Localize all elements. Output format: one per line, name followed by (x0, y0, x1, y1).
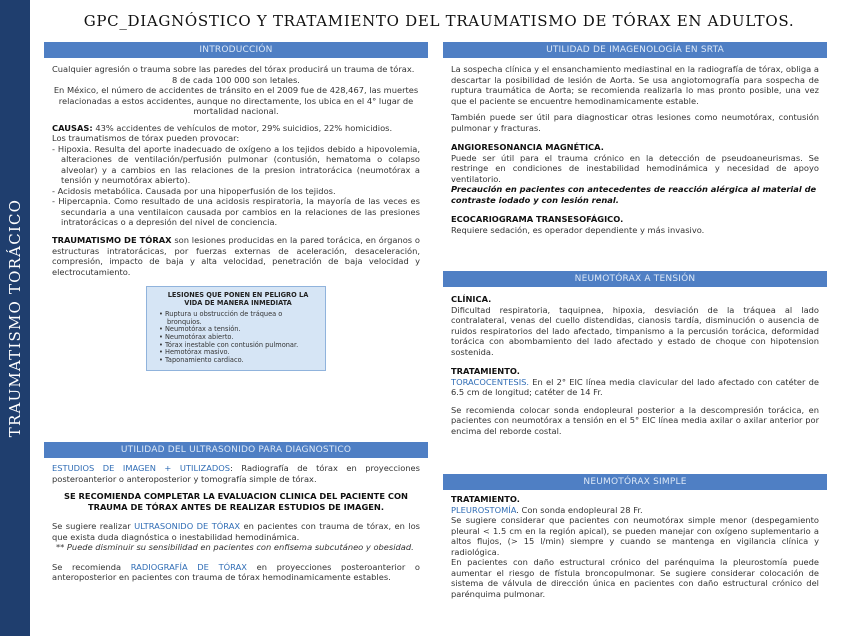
eco-title: ECOCARIOGRAMA TRANSESOFÁGICO. (451, 214, 624, 225)
left-column (44, 42, 428, 583)
ns-p3: En pacientes con daño estructural crónico del parénquima la pleurostomía puede aumentar el riesgo de fístula broncopulmonar. Se sugiere considerar colocación de sistema de válvula de dirección única en pacientes con daño estructural crónico del parénquima pulmonar. (451, 557, 819, 599)
trauma-text: son lesiones producidas en la pared torácica, en órganos o estructuras intratorácicas, por fuerzas externas de aceleración, desaceleración, compresión, impacto de baja y alta velocidad, penetración de baja velocidad y electrocutamiento. (52, 234, 420, 277)
nt-trat-title: TRATAMIENTO. (451, 366, 520, 377)
lesiones-item: • Taponamiento cardiaco. (159, 355, 244, 364)
right-column (443, 42, 827, 599)
nt-clinica-title: CLÍNICA. (451, 294, 492, 304)
us-p4-blue: RADIOGRAFÍA DE TÓRAX (130, 561, 247, 572)
angio-title: ANGIORESONANCIA MAGNÉTICA. (451, 142, 604, 153)
page-title: GPC_DIAGNÓSTICO Y TRATAMIENTO DEL TRAUMATISMO DE TÓRAX EN ADULTOS. (83, 12, 795, 30)
img-p2: También puede ser útil para diagnosticar otras lesiones como neumotórax, contusión pulmonar y fracturas. (451, 112, 819, 133)
us-note: ** Puede disminuir su sensibilidad en pacientes con enfisema subcutáneo y obesidad. (56, 542, 414, 553)
lesiones-title: LESIONES QUE PONEN EN PELIGRO LA VIDA DE MANERA INMEDIATA (167, 291, 309, 307)
intro-list-item: - Hipoxia. Resulta del aporte inadecuado de oxígeno a los tejidos debido a hipovolemia, alteraciones de ventilación/perfusión pulmonar (contusión, hematoma o colapso alveolar) y a cambios en las relaciones de la presion intratorácica (neumotórax a tensión y neumotórax abierto). (52, 143, 420, 186)
intro-list-item: - Acidosis metabólica. Causada por una hipoperfusión de los tejidos. (52, 185, 336, 196)
lesiones-item: • Tórax inestable con contusión pulmonar. (159, 340, 299, 349)
lesiones-item: • Ruptura u obstrucción de tráquea o bronquios. (159, 310, 283, 326)
us-recom: SE RECOMIENDA COMPLETAR LA EVALUACION CLINICA DEL PACIENTE CON TRAUMA DE TÓRAX ANTES DE REALIZAR ESTUDIOS DE IMAGEN. (64, 491, 408, 512)
intro-header: INTRODUCCIÓN (44, 42, 428, 58)
lesiones-item: • Neumotórax a tensión. (159, 325, 241, 334)
lesiones-item: • Neumotórax abierto. (159, 332, 234, 341)
us-header: UTILIDAD DEL ULTRASONIDO PARA DIAGNOSTICO (44, 442, 428, 458)
nt-trat-p2: Se recomienda colocar sonda endopleural posterior a la descompresión torácica, en pacientes con neumotórax a tensión en el 5° EIC línea media axilar o axilar anterior por encima del reborde costal. (451, 404, 819, 436)
ns-header: NEUMOTÓRAX SIMPLE (443, 474, 827, 490)
eco-text: Requiere sedación, es operador dependiente y más invasivo. (451, 224, 705, 235)
img-header: UTILIDAD DE IMAGENOLOGÍA EN SRTA (443, 42, 827, 58)
trauma-label: TRAUMATISMO DE TÓRAX (52, 234, 172, 245)
causas-label: CAUSAS: (52, 122, 93, 133)
nt-trat-p1: TORACOCENTESIS. En el 2° EIC línea media clavicular del lado afectado con catéter de 6.5 cm de longitud; catéter de 14 Fr. (451, 376, 819, 398)
side-banner (0, 0, 30, 636)
lesiones-item: • Hemotórax masivo. (159, 348, 230, 357)
toracocentesis-label: TORACOCENTESIS. (451, 376, 530, 387)
us-p3-blue: ULTRASONIDO DE TÓRAX (134, 521, 241, 532)
us-p3: Se sugiere realizar ULTRASONIDO DE TÓRAX en pacientes con trauma de tórax, en los que exista duda diagnóstica o inestabilidad hemodinámica. (52, 521, 420, 542)
ns-pleuro: PLEUROSTOMÍA. Con sonda endopleural 28 Fr. (451, 504, 643, 515)
ns-p2: Se sugiere considerar que pacientes con neumotórax simple menor (despegamiento pleural < 1.5 cm en la región apical), se pueden manejar con oxígeno suplementario a altos flujos, (> 15 l/min) siempre y cuando se mantenga en vigilancia clínica y radiológica. (451, 515, 819, 557)
intro-p3: En México, el número de accidentes de tránsito en el 2009 fue de 428,467, las muertes relacionadas a estos accidentes, aunque no directamente, los ubica en el 4° lugar de mortalidad nacional. (53, 85, 419, 117)
causas-paragraph (52, 123, 420, 134)
us-p1 (52, 463, 420, 484)
lesiones-box (146, 286, 326, 371)
pleurostomia-label: PLEUROSTOMÍA (451, 504, 517, 515)
us-p1-text: : Radiografía de tórax en proyecciones posteroanterior o anteroposterior y tomografía simple de tórax. (52, 463, 420, 484)
nt-clinica-text: Dificultad respiratoria, taquipnea, hipoxia, desviación de la tráquea al lado contralateral, venas del cuello distendidas, cianosis tardía, disminución o ausencia de ruidos respiratorios del lado afectado, timpanismo a la percusión torácica, deformidad torácica con abombamiento del lado afectado y estado de choque con hipotension sostenida. (451, 304, 819, 357)
side-title: TRAUMATISMO TORÁCICO (6, 198, 24, 438)
trauma-paragraph (52, 235, 420, 277)
angio-text: Puede ser útil para el trauma crónico en la detección de pseudoaneurismas. Se restringe en condiciones de inestabilidad hemodinámica y necesidad de apoyo ventilatorio. (451, 152, 819, 184)
ns-trat-title: TRATAMIENTO. (451, 494, 520, 504)
nt-header: NEUMOTÓRAX A TENSIÓN (443, 271, 827, 287)
precaucion-text: Precaución en pacientes con antecedentes de reacción alérgica al material de contraste iodado y con lesión renal. (451, 184, 817, 205)
causas-text: 43% accidentes de vehículos de motor, 29% suicidios, 22% homicidios. (92, 122, 393, 133)
us-p1-blue: ESTUDIOS DE IMAGEN + UTILIZADOS (52, 463, 231, 473)
us-p4: Se recomienda RADIOGRAFÍA DE TÓRAX en proyecciones posteroanterior o anteroposterior en pacientes con trauma de tórax hemodinamicamente estables. (52, 561, 421, 583)
img-p1: La sospecha clínica y el ensanchamiento mediastinal en la radiografía de tórax, obliga a descartar la posibilidad de lesión de Aorta. Se usa angiotomografía para sospecha de ruptura traumática de Aorta; se recomienda realizarla lo mas pronto posible, una vez que el paciente se encuentre hemodinamicamente estable. (451, 64, 819, 106)
intro-p2: 8 de cada 100 000 son letales. (172, 74, 300, 85)
intro-list-item: - Hipercapnia. Como resultado de una acidosis respiratoria, la mayoría de las veces es secundaria a una ventilaicon causada por cambios en la relaciones de las presiones intratorácicas o a depresión del nivel de conciencia. (52, 196, 420, 228)
provocar-text: Los traumatismos de tórax pueden provocar: (52, 133, 240, 144)
intro-p1: Cualquier agresión o trauma sobre las paredes del tórax producirá un trauma de tórax. (52, 64, 415, 74)
